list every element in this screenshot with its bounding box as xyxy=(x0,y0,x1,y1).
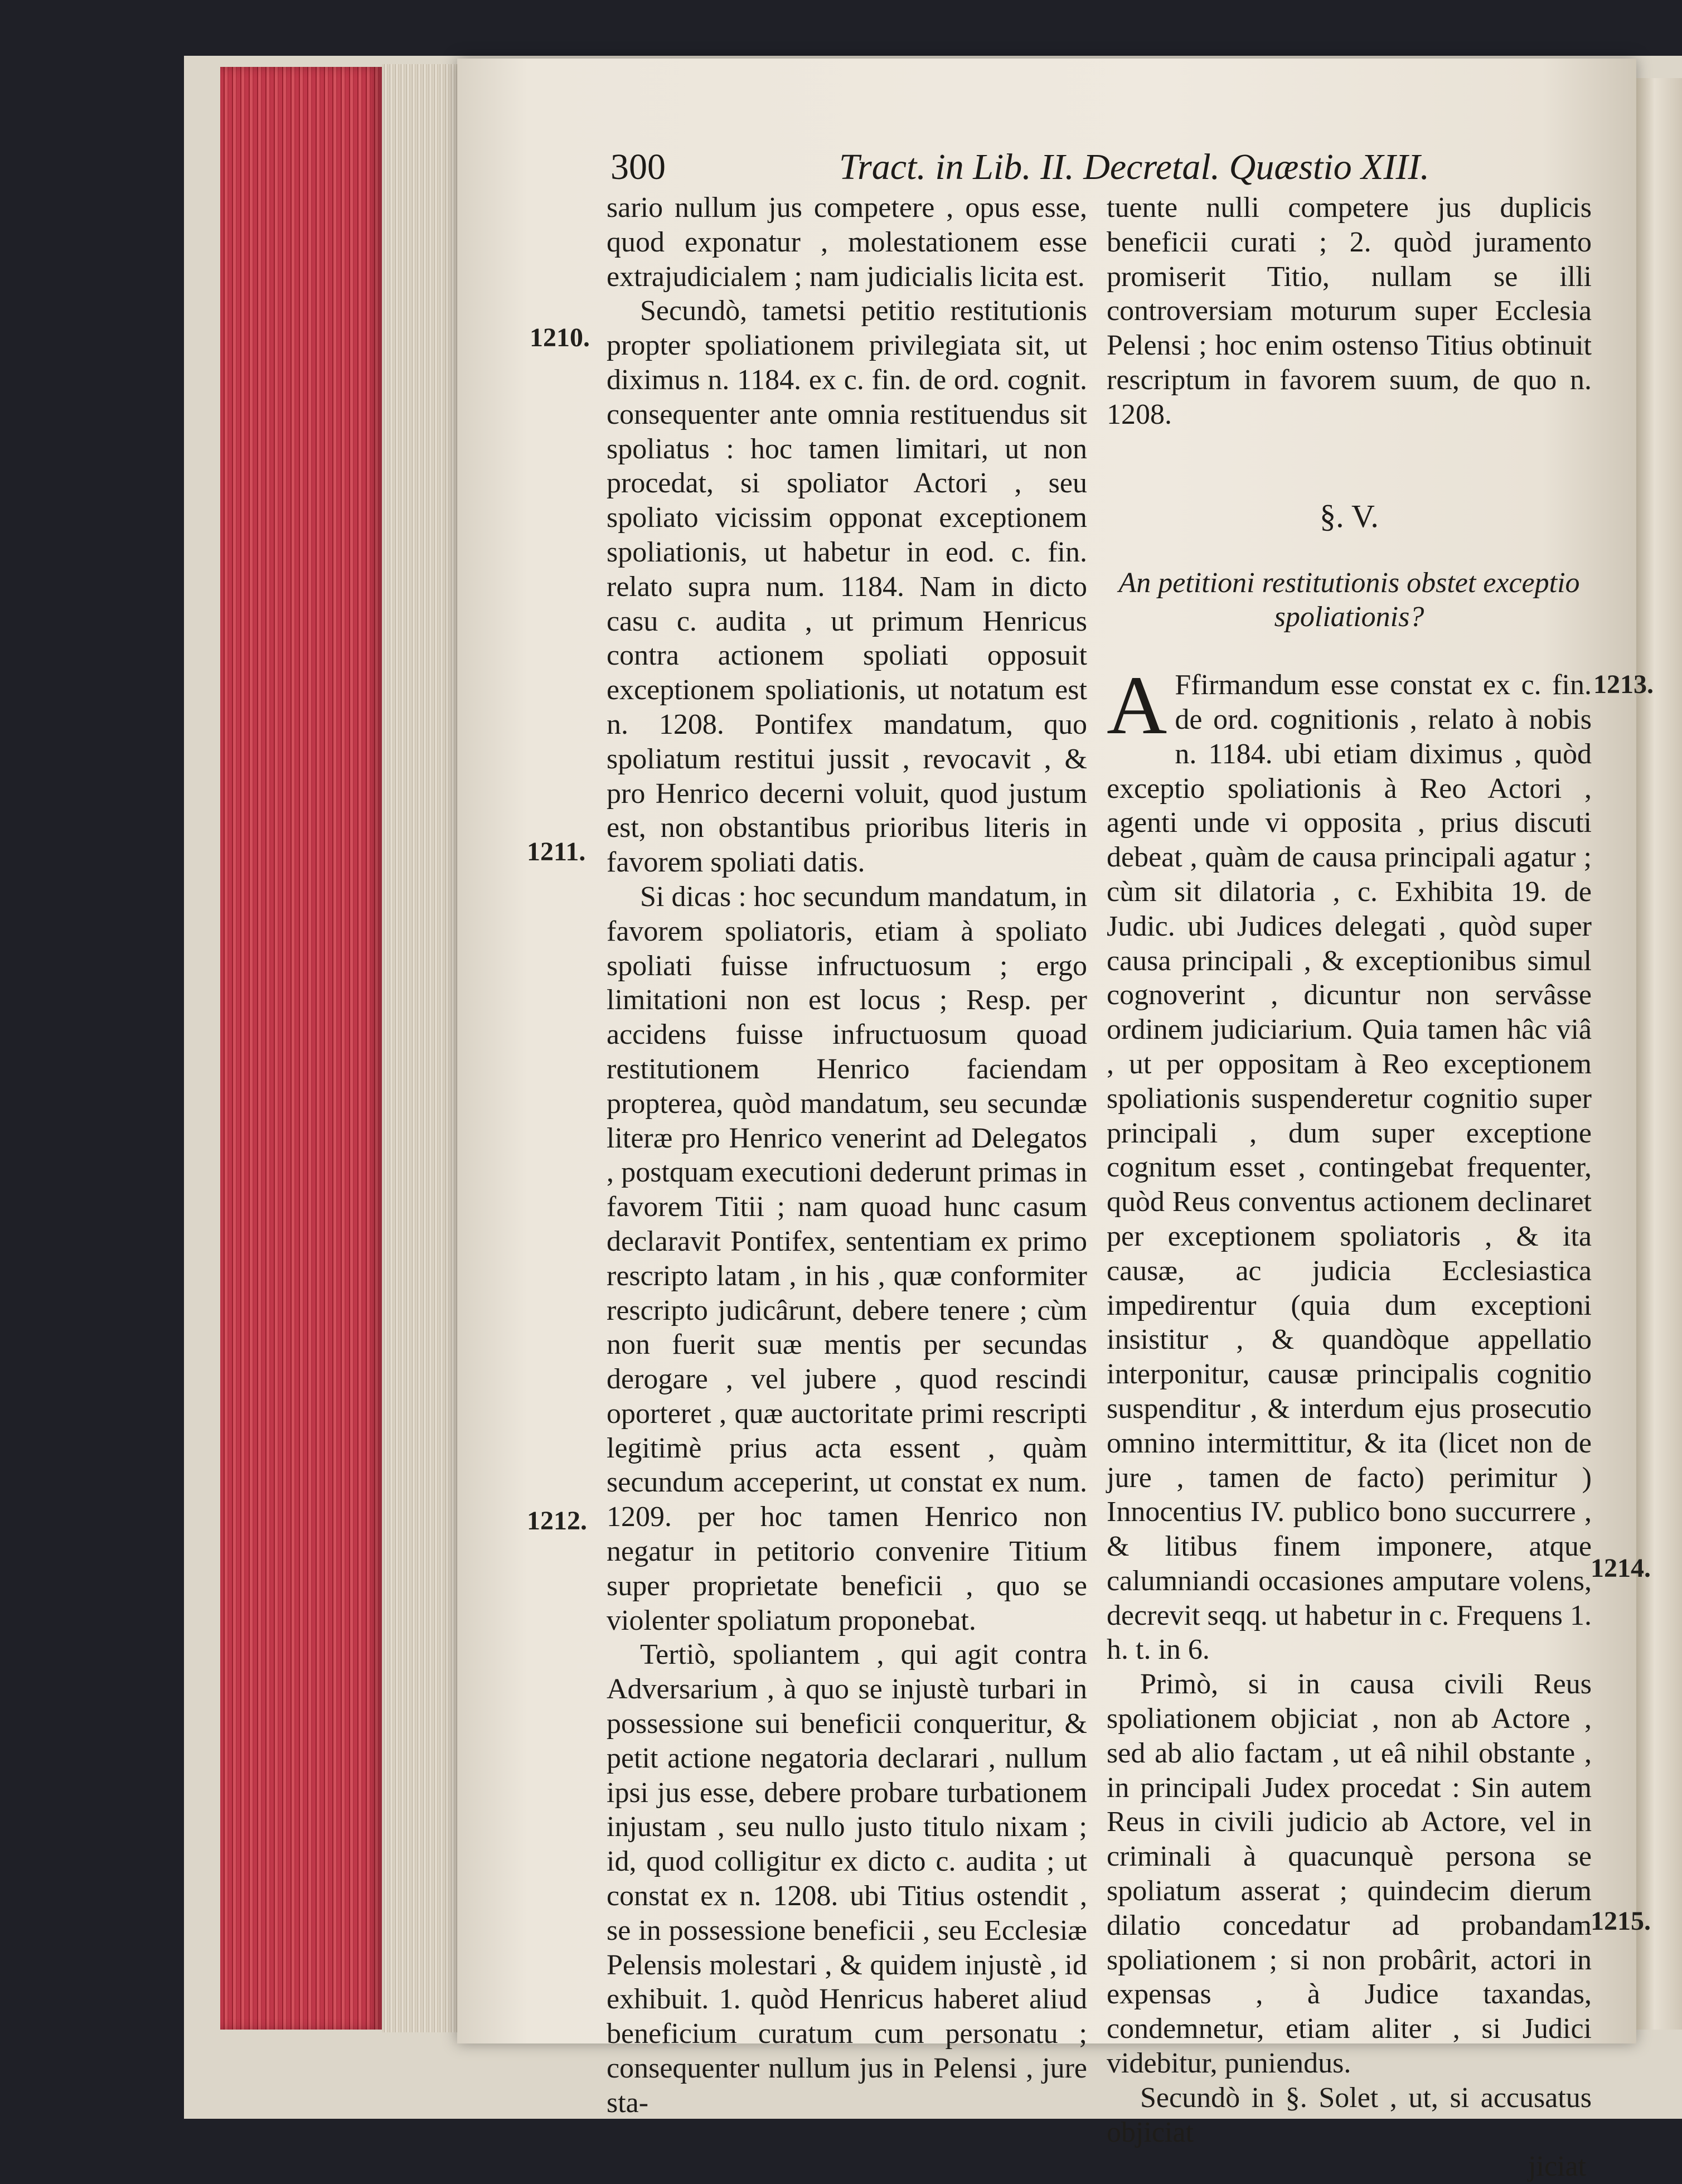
running-head xyxy=(610,146,1429,188)
right-paragraph-3: Primò, si in causa civili Reus spoliationem objiciat , non ab Actore , sed ab alio factam , ut eâ nihil obstante , in principali Judex procedat : Sin autem Reus in civili judicio ab Actore, vel in criminali à quacunquè persona se spoliatum asserat ; quindecim dierum dilatio concedatur ad probandam spoliationem ; si non probârit, actori in expensas , à Judice taxandas, condemnetur, etiam aliter , si Judici videbitur, puniendus. xyxy=(1107,1668,1592,2080)
left-paragraph-3: Si dicas : hoc secundum mandatum, in favorem spoliatoris, etiam à spoliato spoliati fuisse infructuosum ; ergo limitationi non est locus ; Resp. per accidens fuisse infructuosum quoad restitutionem Henrico faciendam propterea, quòd mandatum, seu secundæ literæ pro Henrico venerint ad Delegatos , postquam executioni dederunt primas in favorem Titii ; nam quoad hunc casum declaravit Pontifex, sententiam ex primo rescripto latam , in his , quæ conformiter rescripto judicârunt, debere tenere ; cùm non fuerit suæ mentis per secundas derogare , vel jubere , quod rescindi oporteret , quæ auctoritate primi rescripti legitimè prius acta essent , quàm secundum acceperint, ut constat ex num. 1209. per hoc tamen Henrico non negatur in petitorio convenire Titium super proprietate beneficii , quo se violenter spoliatum proponebat. xyxy=(607,880,1087,1636)
left-column xyxy=(607,191,1087,2120)
question-heading: An petitioni restitutionis obstet exceptio spoliationis? xyxy=(1118,566,1580,633)
margin-number-1214: 1214. xyxy=(1591,1553,1651,1583)
left-paragraph-2: Secundò, tametsi petitio restitutionis propter spoliationem privilegiata sit, ut diximus n. 1184. ex c. fin. de ord. cognit. consequenter ante omnia restituendus sit spoliatus : hoc tamen limitari, ut non procedat, si spoliator Actori , seu spoliato vicissim opponat exceptionem spoliationis, ut habetur in eod. c. fin. relato supra num. 1184. Nam in dicto casu c. audita , ut primum Henricus contra actionem spoliati opposuit exceptionem spoliationis, ut notatum est n. 1208. Pontifex mandatum, quo spoliatum restitui jussit , revocavit , & pro Henrico decerni voluit, quod justum est, non obstantibus prioribus literis in favorem spoliati datis. xyxy=(607,295,1087,879)
margin-number-1211: 1211. xyxy=(527,837,586,866)
right-paragraph-1: tuente nulli competere jus duplicis beneficii curati ; 2. quòd juramento promiserit Titio, nullam se illi controversiam moturum super Ecclesia Pelensi ; hoc enim ostenso Titius obtinuit rescriptum in favorem suum, de quo n. 1208. xyxy=(1107,192,1592,430)
page-number: 300 xyxy=(610,147,666,187)
catchword: jiciat xyxy=(1528,2151,1586,2183)
margin-number-1215: 1215. xyxy=(1591,1906,1651,1936)
margin-number-1213: 1213. xyxy=(1593,670,1654,699)
drop-cap: A xyxy=(1107,659,1167,752)
right-paragraph-2 xyxy=(1107,659,1592,1667)
right-paragraph-2-text: Ffirmandum esse constat ex c. fin. de ord. cognitionis , relato à nobis n. 1184. ubi etiam diximus , quòd exceptio spoliationis à Reo Actori , agenti unde vi opposita , prius discuti debeat , quàm de causa principali agatur ; cùm sit dilatoria , c. Exhibita 19. de Judic. ubi Judices delegati , quòd super causa principali , & exceptionibus simul cognoverint , dicuntur non servâsse ordinem judiciarium. Quia tamen hâc viâ , ut per oppositam à Reo exceptionem spoliationis suspenderetur cognitio super principali , dum super exceptione cognitum esset , contingebat frequenter, quòd Reus conventus actionem declinaret per exceptionem spoliatoris , & ita causæ, ac judicia Ecclesiastica impedirentur (quia dum exceptioni insistitur , & quandòque appellatio interponitur, causæ principalis cognitio suspenditur , & interdum ejus prosecutio omnino intermittitur, & ita (licet non de jure , tamen de facto) perimitur ) Innocentius IV. publico bono succurrere , & litibus finem imponere, atque calumniandi occasiones amputare volens, decrevit seqq. ut habetur in c. Frequens 1. h. t. in 6. xyxy=(1107,669,1592,1666)
running-title: Tract. in Lib. II. Decretal. Quæstio XIII. xyxy=(839,147,1429,187)
left-paragraph-1: sario nullum jus competere , opus esse, quod exponatur , molestationem esse extrajudicialem ; nam judicialis licita est. xyxy=(607,192,1087,293)
left-paragraph-4: Tertiò, spoliantem , qui agit contra Adversarium , à quo se injustè turbari in possessione sui beneficii conqueritur, & petit actione negatoria declarari , nullum ipsi jus esse, debere probare turbationem injustam , seu nullo justo titulo nixam ; id, quod colligitur ex dicto c. audita ; ut constat ex n. 1208. ubi Titius ostendit , se in possessione beneficii , seu Ecclesiæ Pelensis molestari , & quidem injustè , id exhibuit. 1. quòd Henricus haberet aliud beneficium curatum cum personatu ; consequenter nullum jus in Pelensi , jure sta- xyxy=(607,1639,1087,2119)
right-paragraph-4: Secundò in §. Solet , ut, si accusatus objiciat xyxy=(1107,2081,1592,2148)
section-heading: §. V. xyxy=(1320,497,1379,534)
margin-number-1212: 1212. xyxy=(527,1506,587,1536)
facing-page-edge xyxy=(1636,78,1682,2030)
right-column xyxy=(1107,191,1592,2184)
margin-number-1210: 1210. xyxy=(530,323,590,352)
page-stack-edges xyxy=(382,64,457,2032)
red-page-edges xyxy=(220,67,382,2030)
